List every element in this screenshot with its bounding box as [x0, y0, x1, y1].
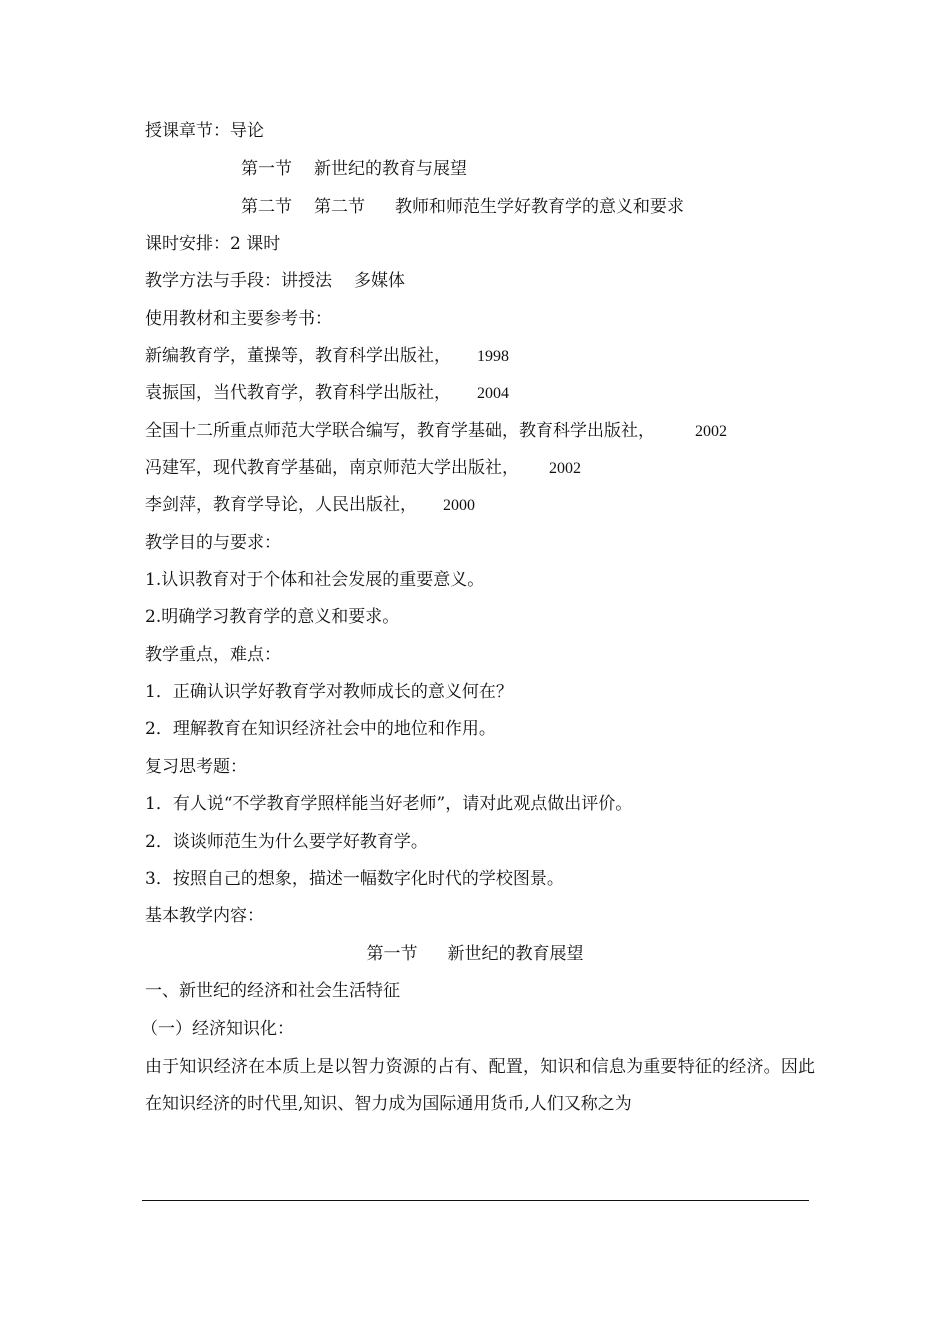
reference-text: 袁振国，当代教育学，教育科学出版社，	[145, 383, 451, 403]
content-section-heading	[0, 941, 950, 967]
content-subsubheading: （一）经济知识化：	[141, 1019, 294, 1039]
reference-item	[145, 380, 509, 406]
reference-text: 全国十二所重点师范大学联合编写，教育学基础，教育科学出版社，	[145, 421, 655, 441]
footer-rule	[142, 1200, 809, 1201]
section-one-num: 第一节	[241, 159, 292, 179]
reference-text: 冯建军，现代教育学基础，南京师范大学出版社，	[145, 458, 519, 478]
section-two-title: 教师和师范生学好教育学的意义和要求	[395, 197, 684, 217]
methods-media: 多媒体	[354, 271, 405, 291]
methods-label: 教学方法与手段：讲授法	[145, 271, 332, 291]
content-section-num: 第一节	[366, 944, 418, 964]
course-section-label: 授课章节：导论	[145, 121, 264, 141]
reference-year: 2004	[477, 385, 509, 402]
reference-text: 李剑萍，教育学导论，人民出版社，	[145, 495, 417, 515]
reference-year: 1998	[477, 348, 509, 365]
section-two-line	[241, 194, 684, 220]
content-heading: 基本教学内容：	[145, 906, 264, 926]
review-heading: 复习思考题：	[145, 757, 247, 777]
reference-item	[145, 455, 581, 481]
content-subheading: 一、新世纪的经济和社会生活特征	[145, 981, 400, 1001]
reference-item	[145, 492, 475, 518]
key-points-heading: 教学重点，难点：	[145, 645, 281, 665]
objective-item: 1.认识教育对于个体和社会发展的重要意义。	[145, 570, 485, 590]
reference-item	[145, 343, 509, 369]
content-paragraph: 由于知识经济在本质上是以智力资源的占有、配置，知识和信息为重要特征的经济。因此在知识经济的时代里,知识、智力成为国际通用货币,人们又称之为	[145, 1057, 815, 1114]
section-one-title: 新世纪的教育与展望	[314, 159, 467, 179]
references-heading: 使用教材和主要参考书：	[145, 309, 332, 329]
content-section-title: 新世纪的教育展望	[447, 944, 584, 964]
section-one-line	[241, 156, 467, 182]
reference-year: 2002	[549, 460, 581, 477]
reference-text: 新编教育学，董操等，教育科学出版社，	[145, 346, 451, 366]
hours-line: 课时安排：2 课时	[145, 234, 281, 254]
key-point-item: 1．正确认识学好教育学对教师成长的意义何在？	[145, 682, 513, 702]
review-item: 1．有人说“不学教育学照样能当好老师”，请对此观点做出评价。	[145, 794, 633, 814]
review-item: 3．按照自己的想象，描述一幅数字化时代的学校图景。	[145, 869, 564, 889]
reference-year: 2002	[695, 423, 727, 440]
key-point-item: 2．理解教育在知识经济社会中的地位和作用。	[145, 719, 496, 739]
section-two-num-repeat: 第二节	[314, 197, 365, 217]
review-item: 2．谈谈师范生为什么要学好教育学。	[145, 832, 428, 852]
reference-item	[145, 418, 727, 444]
reference-year: 2000	[443, 497, 475, 514]
methods-line	[145, 268, 405, 294]
section-two-num: 第二节	[241, 197, 292, 217]
objectives-heading: 教学目的与要求：	[145, 533, 281, 553]
objective-item: 2.明确学习教育学的意义和要求。	[145, 607, 400, 627]
